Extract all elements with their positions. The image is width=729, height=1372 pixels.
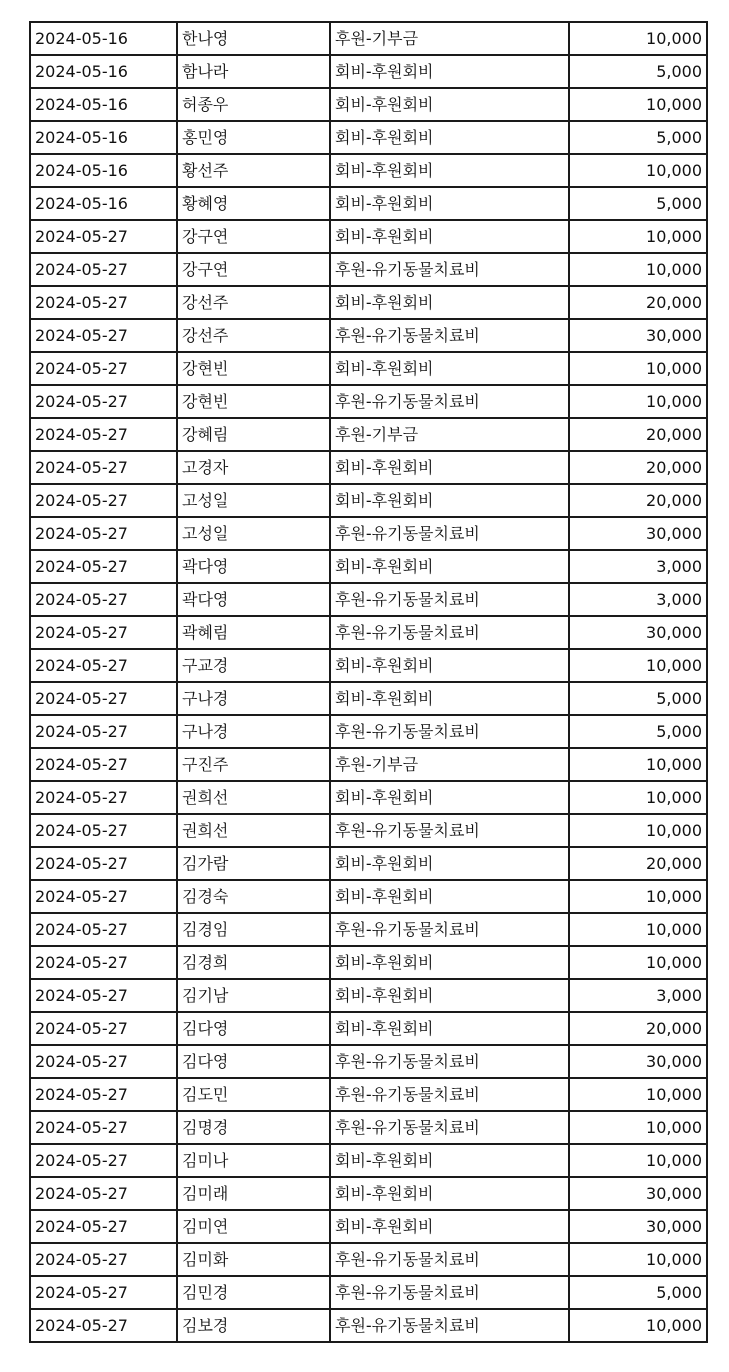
date-cell: 2024-05-27 (30, 946, 177, 979)
amount-cell: 10,000 (569, 352, 707, 385)
donor-name-cell: 김경희 (177, 946, 330, 979)
amount-cell: 3,000 (569, 583, 707, 616)
donor-name-cell: 김경임 (177, 913, 330, 946)
table-row (30, 616, 707, 649)
amount-cell: 30,000 (569, 1210, 707, 1243)
amount-cell: 5,000 (569, 121, 707, 154)
table-row (30, 121, 707, 154)
date-cell: 2024-05-27 (30, 913, 177, 946)
donor-name-cell: 김도민 (177, 1078, 330, 1111)
category-cell: 회비-후원회비 (330, 88, 569, 121)
table-row (30, 946, 707, 979)
amount-cell: 10,000 (569, 1111, 707, 1144)
amount-cell: 5,000 (569, 715, 707, 748)
date-cell: 2024-05-27 (30, 550, 177, 583)
table-row (30, 253, 707, 286)
date-cell: 2024-05-27 (30, 748, 177, 781)
amount-cell: 30,000 (569, 616, 707, 649)
donor-name-cell: 김가람 (177, 847, 330, 880)
donor-name-cell: 김미나 (177, 1144, 330, 1177)
date-cell: 2024-05-27 (30, 286, 177, 319)
table-row (30, 1177, 707, 1210)
amount-cell: 10,000 (569, 1144, 707, 1177)
amount-cell: 10,000 (569, 781, 707, 814)
category-cell: 회비-후원회비 (330, 154, 569, 187)
donor-name-cell: 구진주 (177, 748, 330, 781)
amount-cell: 5,000 (569, 187, 707, 220)
table-row (30, 451, 707, 484)
category-cell: 회비-후원회비 (330, 187, 569, 220)
donor-name-cell: 김보경 (177, 1309, 330, 1342)
date-cell: 2024-05-27 (30, 319, 177, 352)
amount-cell: 10,000 (569, 814, 707, 847)
table-row (30, 55, 707, 88)
date-cell: 2024-05-27 (30, 385, 177, 418)
date-cell: 2024-05-27 (30, 418, 177, 451)
table-row (30, 319, 707, 352)
donor-name-cell: 강선주 (177, 286, 330, 319)
date-cell: 2024-05-27 (30, 1078, 177, 1111)
donor-name-cell: 김미화 (177, 1243, 330, 1276)
date-cell: 2024-05-27 (30, 1210, 177, 1243)
amount-cell: 20,000 (569, 847, 707, 880)
amount-cell: 10,000 (569, 154, 707, 187)
category-cell: 회비-후원회비 (330, 682, 569, 715)
amount-cell: 10,000 (569, 220, 707, 253)
date-cell: 2024-05-27 (30, 1012, 177, 1045)
category-cell: 회비-후원회비 (330, 220, 569, 253)
category-cell: 회비-후원회비 (330, 880, 569, 913)
date-cell: 2024-05-27 (30, 979, 177, 1012)
date-cell: 2024-05-27 (30, 484, 177, 517)
category-cell: 후원-유기동물치료비 (330, 1078, 569, 1111)
category-cell: 후원-유기동물치료비 (330, 1111, 569, 1144)
donor-name-cell: 황혜영 (177, 187, 330, 220)
table-row (30, 1012, 707, 1045)
donor-name-cell: 김경숙 (177, 880, 330, 913)
amount-cell: 20,000 (569, 1012, 707, 1045)
date-cell: 2024-05-27 (30, 1045, 177, 1078)
table-row (30, 715, 707, 748)
category-cell: 회비-후원회비 (330, 946, 569, 979)
amount-cell: 10,000 (569, 253, 707, 286)
amount-cell: 10,000 (569, 748, 707, 781)
donor-name-cell: 곽혜림 (177, 616, 330, 649)
category-cell: 후원-유기동물치료비 (330, 1243, 569, 1276)
amount-cell: 10,000 (569, 88, 707, 121)
date-cell: 2024-05-27 (30, 814, 177, 847)
date-cell: 2024-05-27 (30, 253, 177, 286)
category-cell: 후원-유기동물치료비 (330, 913, 569, 946)
date-cell: 2024-05-16 (30, 88, 177, 121)
category-cell: 회비-후원회비 (330, 286, 569, 319)
category-cell: 후원-유기동물치료비 (330, 616, 569, 649)
table-row (30, 187, 707, 220)
category-cell: 회비-후원회비 (330, 649, 569, 682)
donor-name-cell: 김미연 (177, 1210, 330, 1243)
amount-cell: 5,000 (569, 55, 707, 88)
table-row (30, 682, 707, 715)
date-cell: 2024-05-27 (30, 649, 177, 682)
table-row (30, 649, 707, 682)
donor-name-cell: 강구연 (177, 220, 330, 253)
amount-cell: 3,000 (569, 979, 707, 1012)
table-row (30, 220, 707, 253)
category-cell: 회비-후원회비 (330, 979, 569, 1012)
category-cell: 후원-기부금 (330, 22, 569, 55)
table-row (30, 1243, 707, 1276)
donor-name-cell: 함나라 (177, 55, 330, 88)
date-cell: 2024-05-27 (30, 1243, 177, 1276)
donor-name-cell: 강현빈 (177, 352, 330, 385)
table-row (30, 418, 707, 451)
table-row (30, 1276, 707, 1309)
category-cell: 후원-유기동물치료비 (330, 319, 569, 352)
table-row (30, 979, 707, 1012)
category-cell: 회비-후원회비 (330, 781, 569, 814)
date-cell: 2024-05-27 (30, 1309, 177, 1342)
donor-name-cell: 김기남 (177, 979, 330, 1012)
date-cell: 2024-05-16 (30, 55, 177, 88)
date-cell: 2024-05-27 (30, 1276, 177, 1309)
table-row (30, 484, 707, 517)
date-cell: 2024-05-16 (30, 187, 177, 220)
donor-name-cell: 홍민영 (177, 121, 330, 154)
category-cell: 회비-후원회비 (330, 55, 569, 88)
donor-name-cell: 권희선 (177, 781, 330, 814)
donor-name-cell: 김다영 (177, 1045, 330, 1078)
category-cell: 후원-유기동물치료비 (330, 814, 569, 847)
amount-cell: 20,000 (569, 484, 707, 517)
date-cell: 2024-05-27 (30, 517, 177, 550)
category-cell: 회비-후원회비 (330, 1144, 569, 1177)
category-cell: 후원-유기동물치료비 (330, 253, 569, 286)
donor-name-cell: 강혜림 (177, 418, 330, 451)
table-row (30, 814, 707, 847)
donor-name-cell: 구나경 (177, 715, 330, 748)
category-cell: 후원-유기동물치료비 (330, 715, 569, 748)
donor-name-cell: 구교경 (177, 649, 330, 682)
table-row (30, 1045, 707, 1078)
table-row (30, 847, 707, 880)
table-row (30, 1078, 707, 1111)
amount-cell: 3,000 (569, 550, 707, 583)
amount-cell: 10,000 (569, 880, 707, 913)
category-cell: 회비-후원회비 (330, 847, 569, 880)
donor-name-cell: 김미래 (177, 1177, 330, 1210)
date-cell: 2024-05-27 (30, 352, 177, 385)
table-row (30, 1111, 707, 1144)
donor-name-cell: 구나경 (177, 682, 330, 715)
date-cell: 2024-05-16 (30, 22, 177, 55)
date-cell: 2024-05-27 (30, 583, 177, 616)
amount-cell: 5,000 (569, 682, 707, 715)
amount-cell: 10,000 (569, 385, 707, 418)
table-row (30, 1144, 707, 1177)
table-row (30, 583, 707, 616)
donor-name-cell: 김명경 (177, 1111, 330, 1144)
date-cell: 2024-05-27 (30, 616, 177, 649)
category-cell: 후원-유기동물치료비 (330, 1309, 569, 1342)
date-cell: 2024-05-27 (30, 1177, 177, 1210)
date-cell: 2024-05-16 (30, 154, 177, 187)
table-row (30, 550, 707, 583)
amount-cell: 10,000 (569, 1243, 707, 1276)
category-cell: 후원-유기동물치료비 (330, 385, 569, 418)
donor-name-cell: 고성일 (177, 517, 330, 550)
donation-ledger-table (29, 21, 708, 1343)
category-cell: 회비-후원회비 (330, 550, 569, 583)
amount-cell: 10,000 (569, 946, 707, 979)
date-cell: 2024-05-27 (30, 682, 177, 715)
donor-name-cell: 강현빈 (177, 385, 330, 418)
donor-name-cell: 김다영 (177, 1012, 330, 1045)
donor-name-cell: 한나영 (177, 22, 330, 55)
category-cell: 회비-후원회비 (330, 1012, 569, 1045)
amount-cell: 10,000 (569, 649, 707, 682)
category-cell: 후원-기부금 (330, 418, 569, 451)
donor-name-cell: 고성일 (177, 484, 330, 517)
donor-name-cell: 곽다영 (177, 583, 330, 616)
date-cell: 2024-05-27 (30, 715, 177, 748)
category-cell: 후원-유기동물치료비 (330, 583, 569, 616)
category-cell: 후원-유기동물치료비 (330, 1045, 569, 1078)
category-cell: 회비-후원회비 (330, 352, 569, 385)
amount-cell: 10,000 (569, 22, 707, 55)
category-cell: 회비-후원회비 (330, 1210, 569, 1243)
donor-name-cell: 허종우 (177, 88, 330, 121)
category-cell: 회비-후원회비 (330, 1177, 569, 1210)
category-cell: 회비-후원회비 (330, 451, 569, 484)
table-row (30, 88, 707, 121)
date-cell: 2024-05-27 (30, 880, 177, 913)
amount-cell: 30,000 (569, 1177, 707, 1210)
donor-name-cell: 권희선 (177, 814, 330, 847)
amount-cell: 30,000 (569, 1045, 707, 1078)
table-row (30, 1309, 707, 1342)
amount-cell: 20,000 (569, 286, 707, 319)
table-row (30, 781, 707, 814)
date-cell: 2024-05-27 (30, 847, 177, 880)
amount-cell: 20,000 (569, 418, 707, 451)
date-cell: 2024-05-27 (30, 1144, 177, 1177)
category-cell: 후원-유기동물치료비 (330, 1276, 569, 1309)
table-row (30, 1210, 707, 1243)
table-row (30, 913, 707, 946)
date-cell: 2024-05-16 (30, 121, 177, 154)
table-row (30, 385, 707, 418)
amount-cell: 10,000 (569, 1078, 707, 1111)
table-row (30, 880, 707, 913)
donor-name-cell: 고경자 (177, 451, 330, 484)
table-row (30, 286, 707, 319)
category-cell: 후원-유기동물치료비 (330, 517, 569, 550)
date-cell: 2024-05-27 (30, 1111, 177, 1144)
amount-cell: 10,000 (569, 913, 707, 946)
table-row (30, 154, 707, 187)
donor-name-cell: 강구연 (177, 253, 330, 286)
amount-cell: 30,000 (569, 319, 707, 352)
date-cell: 2024-05-27 (30, 220, 177, 253)
table-row (30, 22, 707, 55)
ledger-body (30, 22, 707, 1342)
amount-cell: 5,000 (569, 1276, 707, 1309)
table-row (30, 748, 707, 781)
donor-name-cell: 강선주 (177, 319, 330, 352)
table-row (30, 352, 707, 385)
category-cell: 회비-후원회비 (330, 484, 569, 517)
amount-cell: 30,000 (569, 517, 707, 550)
category-cell: 후원-기부금 (330, 748, 569, 781)
donor-name-cell: 황선주 (177, 154, 330, 187)
amount-cell: 10,000 (569, 1309, 707, 1342)
category-cell: 회비-후원회비 (330, 121, 569, 154)
date-cell: 2024-05-27 (30, 781, 177, 814)
donor-name-cell: 김민경 (177, 1276, 330, 1309)
table-row (30, 517, 707, 550)
donor-name-cell: 곽다영 (177, 550, 330, 583)
date-cell: 2024-05-27 (30, 451, 177, 484)
amount-cell: 20,000 (569, 451, 707, 484)
